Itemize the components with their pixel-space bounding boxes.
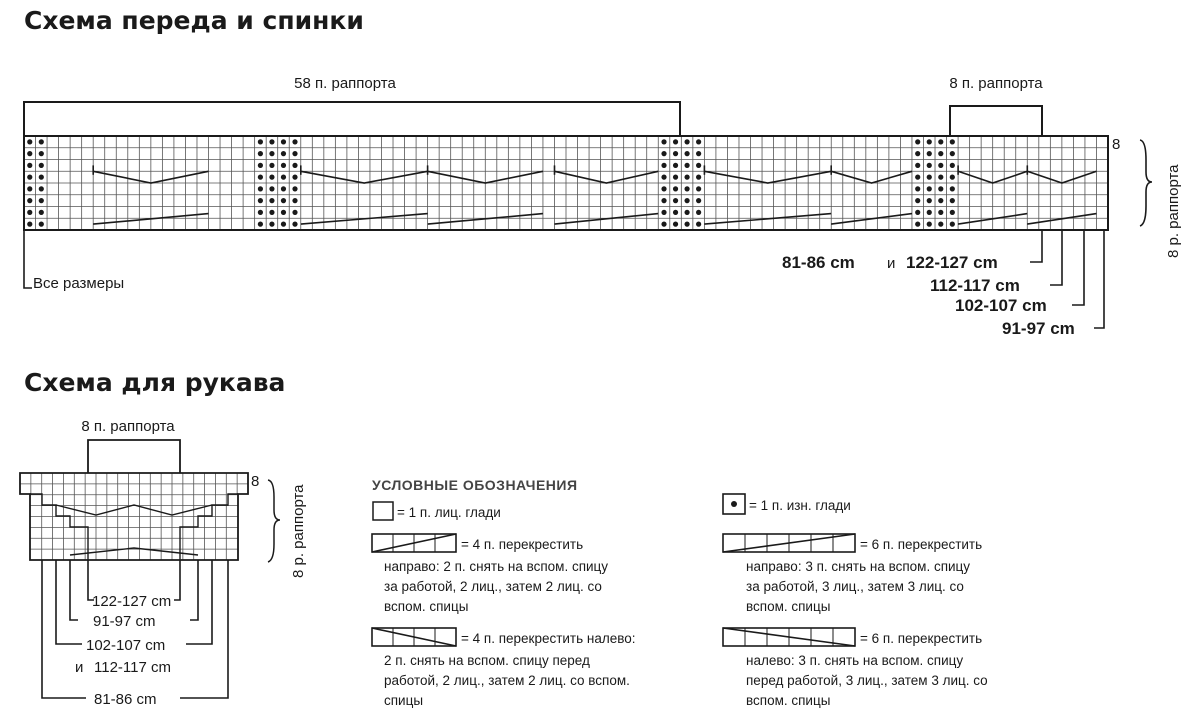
purl-dot	[673, 175, 678, 180]
sleeve-cable-upper	[56, 505, 212, 515]
legend-cross4r-line2: направо: 2 п. снять на вспом. спицу	[384, 559, 609, 574]
purl-dot	[258, 175, 263, 180]
purl-dot	[39, 198, 44, 203]
cross-6-left-icon	[723, 628, 855, 646]
legend-cross4l-line4: спицы	[384, 693, 424, 708]
cable-cross-upper	[555, 171, 659, 183]
legend-purl: = 1 п. изн. глади	[749, 498, 851, 513]
legend-cross4l-line2: 2 п. снять на вспом. спицу перед	[384, 653, 590, 668]
cable-cross-lower	[555, 214, 659, 225]
cable-cross-lower	[301, 214, 428, 225]
purl-dot	[950, 163, 955, 168]
purl-dot	[915, 210, 920, 215]
purl-dot	[938, 186, 943, 191]
purl-dot	[661, 163, 666, 168]
purl-dot	[39, 175, 44, 180]
cable-cross-lower	[704, 214, 831, 225]
sleeve-rows-brace	[268, 480, 280, 562]
purl-dot	[258, 210, 263, 215]
legend-cross6r-line3: за работой, 3 лиц., затем 3 лиц. со	[746, 579, 964, 594]
purl-dot	[27, 198, 32, 203]
purl-dot	[258, 186, 263, 191]
size-label-112-117: 112-117 cm	[930, 276, 1020, 295]
cable-cross-upper	[301, 171, 428, 183]
legend-knit: = 1 п. лиц. глади	[397, 505, 501, 520]
purl-dot	[673, 210, 678, 215]
purl-dot	[281, 175, 286, 180]
size-leader-4	[1094, 230, 1104, 328]
purl-dot	[696, 175, 701, 180]
purl-dot	[915, 198, 920, 203]
purl-dot	[27, 210, 32, 215]
purl-dot-icon	[731, 501, 737, 507]
purl-dot	[269, 151, 274, 156]
all-sizes-leader	[24, 230, 32, 288]
rapport-58-label: 58 п. раппорта	[294, 75, 396, 92]
all-sizes-label: Все размеры	[33, 275, 125, 292]
purl-dot	[292, 222, 297, 227]
purl-dot	[661, 222, 666, 227]
purl-dot	[950, 210, 955, 215]
legend-cross4r-line3: за работой, 2 лиц., затем 2 лиц. со	[384, 579, 602, 594]
purl-dot	[269, 210, 274, 215]
purl-dot	[27, 151, 32, 156]
size-label-122-127: 122-127 cm	[906, 253, 998, 272]
purl-dot	[938, 175, 943, 180]
purl-dot	[938, 139, 943, 144]
legend-heading: УСЛОВНЫЕ ОБОЗНАЧЕНИЯ	[372, 477, 578, 493]
sleeve-chart-title: Схема для рукава	[24, 368, 286, 397]
purl-dot	[684, 186, 689, 191]
purl-dot	[269, 222, 274, 227]
purl-dot	[258, 198, 263, 203]
purl-dot	[950, 151, 955, 156]
purl-dot	[696, 151, 701, 156]
purl-dot	[684, 175, 689, 180]
sleeve-size-91-97: 91-97 cm	[93, 613, 156, 630]
purl-dot	[292, 198, 297, 203]
purl-dot	[269, 163, 274, 168]
purl-dot	[673, 151, 678, 156]
purl-dot	[661, 175, 666, 180]
purl-dot	[673, 198, 678, 203]
purl-dot	[281, 210, 286, 215]
purl-dot	[292, 186, 297, 191]
knit-symbol-icon	[373, 502, 393, 520]
legend-cross6r-line2: направо: 3 п. снять на вспом. спицу	[746, 559, 971, 574]
row-number-label: 8	[1112, 136, 1121, 153]
purl-dot	[927, 175, 932, 180]
purl-dot	[915, 222, 920, 227]
cross-4-right-icon	[372, 534, 456, 552]
rows-rapport-label: 8 р. раппорта	[1165, 164, 1182, 258]
cable-cross-upper	[704, 171, 831, 183]
purl-dot	[269, 186, 274, 191]
rapport-8-bracket	[950, 106, 1042, 136]
purl-dot	[39, 210, 44, 215]
purl-dot	[673, 186, 678, 191]
sleeve-rapport-bracket	[88, 440, 180, 473]
purl-dot	[684, 151, 689, 156]
purl-dot	[661, 139, 666, 144]
purl-dot	[281, 198, 286, 203]
purl-dot	[938, 222, 943, 227]
legend-cross6l-line1: = 6 п. перекрестить	[860, 631, 983, 646]
purl-dot	[673, 139, 678, 144]
purl-dot	[927, 198, 932, 203]
purl-dot	[684, 139, 689, 144]
purl-dot	[927, 163, 932, 168]
purl-dot	[684, 198, 689, 203]
purl-dot	[661, 210, 666, 215]
cable-cross-upper	[831, 171, 912, 183]
legend-cross4l-line1: = 4 п. перекрестить налево:	[461, 631, 636, 646]
purl-dot	[281, 139, 286, 144]
purl-dot	[258, 163, 263, 168]
purl-dot	[27, 222, 32, 227]
purl-dot	[696, 222, 701, 227]
purl-dot	[927, 210, 932, 215]
purl-dot	[27, 186, 32, 191]
purl-dot	[27, 175, 32, 180]
rapport-58-bracket	[24, 102, 680, 136]
purl-dot	[696, 186, 701, 191]
purl-dot	[915, 175, 920, 180]
purl-dot	[39, 222, 44, 227]
purl-dot	[292, 210, 297, 215]
purl-dot	[292, 151, 297, 156]
purl-dot	[927, 151, 932, 156]
cable-cross-lower	[831, 214, 912, 225]
purl-dot	[281, 151, 286, 156]
purl-dot	[938, 151, 943, 156]
purl-dot	[696, 163, 701, 168]
purl-dot	[661, 186, 666, 191]
purl-dot	[915, 139, 920, 144]
purl-dot	[696, 198, 701, 203]
purl-dot	[661, 151, 666, 156]
purl-dot	[927, 139, 932, 144]
sleeve-rapport-label: 8 п. раппорта	[81, 418, 175, 435]
sleeve-size-81-86: 81-86 cm	[94, 691, 157, 708]
purl-dot	[39, 151, 44, 156]
sleeve-stitch-grid	[20, 473, 248, 560]
sleeve-row-number: 8	[251, 473, 260, 490]
legend-cross6r-line4: вспом. спицы	[746, 599, 831, 614]
purl-dot	[661, 198, 666, 203]
purl-dot	[915, 163, 920, 168]
purl-dot	[27, 139, 32, 144]
purl-dot	[258, 222, 263, 227]
legend-cross4r-line1: = 4 п. перекрестить	[461, 537, 584, 552]
purl-dot	[927, 186, 932, 191]
purl-dot	[258, 139, 263, 144]
sleeve-size-122-127: 122-127 cm	[92, 593, 172, 610]
sleeve-size-102-107: 102-107 cm	[86, 637, 166, 654]
purl-dot	[292, 139, 297, 144]
purl-dot	[292, 163, 297, 168]
size-label-and: и	[887, 255, 896, 272]
purl-dot	[927, 222, 932, 227]
legend-cross6l-line3: перед работой, 3 лиц., затем 3 лиц. со	[746, 673, 988, 688]
purl-dot	[950, 175, 955, 180]
purl-dot	[684, 222, 689, 227]
purl-dot	[950, 139, 955, 144]
purl-dot	[950, 186, 955, 191]
purl-dot	[684, 210, 689, 215]
size-label-91-97: 91-97 cm	[1002, 319, 1075, 338]
purl-dot	[39, 186, 44, 191]
rows-brace	[1140, 140, 1152, 226]
purl-dot	[696, 210, 701, 215]
purl-dot	[281, 186, 286, 191]
sleeve-rows-rapport-label: 8 р. раппорта	[290, 484, 307, 578]
purl-dot	[938, 198, 943, 203]
purl-dot	[39, 163, 44, 168]
main-chart-title: Схема переда и спинки	[24, 6, 364, 35]
purl-dot	[915, 186, 920, 191]
legend-cross4r-line4: вспом. спицы	[384, 599, 469, 614]
sleeve-size-112-117: 112-117 cm	[94, 659, 171, 676]
size-leader-3	[1072, 230, 1084, 305]
cross-4-left-icon	[372, 628, 456, 646]
size-label-81-86: 81-86 cm	[782, 253, 855, 272]
purl-dot	[258, 151, 263, 156]
size-label-102-107: 102-107 cm	[955, 296, 1047, 315]
legend-cross6l-line2: налево: 3 п. снять на вспом. спицу	[746, 653, 964, 668]
purl-dot	[673, 163, 678, 168]
sleeve-size-and: и	[75, 659, 84, 676]
purl-dot	[673, 222, 678, 227]
cross-6-right-icon	[723, 534, 855, 552]
purl-dot	[950, 222, 955, 227]
legend-cross6l-line4: вспом. спицы	[746, 693, 831, 708]
purl-dot	[938, 163, 943, 168]
size-leader-2	[1050, 230, 1062, 285]
purl-dot	[292, 175, 297, 180]
rapport-8-label: 8 п. раппорта	[949, 75, 1043, 92]
legend-cross6r-line1: = 6 п. перекрестить	[860, 537, 983, 552]
legend-cross4l-line3: работой, 2 лиц., затем 2 лиц. со вспом.	[384, 673, 630, 688]
purl-dot	[269, 139, 274, 144]
size-leader-1	[1030, 230, 1042, 262]
purl-dot	[27, 163, 32, 168]
purl-dot	[281, 163, 286, 168]
purl-dot	[938, 210, 943, 215]
purl-dot	[696, 139, 701, 144]
purl-dot	[684, 163, 689, 168]
purl-dot	[269, 198, 274, 203]
purl-dot	[950, 198, 955, 203]
purl-dot	[281, 222, 286, 227]
purl-dot	[269, 175, 274, 180]
purl-dot	[915, 151, 920, 156]
purl-dot	[39, 139, 44, 144]
